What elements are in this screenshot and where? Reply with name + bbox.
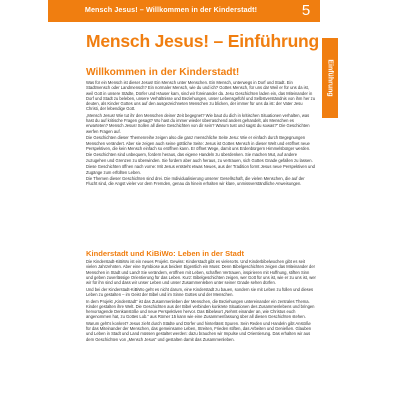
paragraph: In dem Projekt „Kinderstadt“ ist das Zusammenleben der Menschen, die Beziehungen untereinander ein zentrales Thema. Kinder gestalten ihre Welt. Die Geschichten aus der Bibel verbinden konkrete Situationen des Zusammenlebens und bringen hervorragende Denkanstöße und neue Perspektiven hervor. Das Bibelwort „Nehmt einander an, wie Christus euch angenommen hat, zu Gottes Lob.“ aus Römer 15 kann wie eine Zusammenfassung über all diesen Geschichten stehen. bbox=[86, 298, 315, 320]
paragraph: Die Geschichten sind unbequem, fordern heraus, das eigene Handeln zu überdenken. Sie machen Mut, auf andere zuzugehen und Grenzen zu überwinden. Sie fordern aber auch heraus, zu vertrauen, sich Gottes Gnade gefallen zu lassen. bbox=[86, 152, 313, 163]
paragraph: Diese Geschichten öffnen nach vorne: Mit Jesus entsteht etwas Neues, aus der Tradition formt Jesus neue Perspektiven und Zugänge zum erfüllten Leben. bbox=[86, 164, 315, 175]
section-title: Willkommen in der Kinderstadt! bbox=[86, 67, 240, 78]
page-number: 5 bbox=[301, 2, 311, 19]
subsection-body bbox=[86, 259, 316, 343]
paragraph: „Mensch Jesus! Wie tut ihr den Menschen deiner Zeit begegnet? Wie baut du dich in kritischen Situationen verhalten, was hast du auf kritische Fragen gesagt? Wo hast du immer wieder überraschend anders gehandelt, als Menschen es erwarteten? Mensch Jesus! Sollen all diese Geschichten von dir sein? Warum tust und sagst du sowas?“ Die Geschichten werfen Fragen auf. bbox=[86, 112, 310, 134]
paragraph: Die Geschichten dieser Themenreihe zeigen also die ganz menschliche Seite Jesu: Wie er einfach durch Begegnungen Menschen verändert. Aber sie zeigen auch seine göttliche Seite: Jesus ist Gottes Mensch in dieser Welt und eröffnet neue Perspektiven, die kein Mensch einfach so eröffnen kann. Er öffnet Wege, damit uns Erdenbürgern Himmelsbürger werden. bbox=[86, 135, 311, 151]
running-header: Mensch Jesus! – Willkommen in der Kinderstadt! bbox=[84, 5, 258, 14]
paragraph: Und bei der Kinderstadt-KiBiWo geht es nicht darum, eine Kinderstadt zu bauen, sondern sie mit Leben zu füllen und dieses Leben zu gestalten – im Geist der Bibel und im Sinne Gottes und der Menschen. bbox=[86, 286, 314, 297]
chapter-tab-label: Einführung bbox=[326, 59, 334, 97]
section-body bbox=[86, 80, 316, 188]
paragraph: Die Kinderstadt-KiBiWo ist ein neues Projekt. Gewiss: Kinderstadt gibt es vielerorts. Und Kinderbibelwochen gibt es seit vielen Jahrzehnten. Aber eine Symbiose aus beiden! Eigentlich ein Muss: Denn Bibelgeschichten zeigen das Miteinander der Menschen in Stadt und Land! Sie verändern, eröffnen mit Leben, schaffen Vertrauen, inspirieren mit Hoffnung, stiften Sinn und geben zuverlässige Orientierung für das Leben. Kurz: Bibelgeschichten zeigen, wer Gott für uns ist, wie er zu uns ist, wer wir für ihn sind und dass wir unser Leben und unser Zusammenleben unter seiner Gnade sehen dürfen. bbox=[86, 259, 316, 285]
paragraph: Was für ein Mensch ist dieser Jesus! Ein Mensch unter Menschen. Ein Mensch, unterwegs in Dorf und Stadt. Ein Stadtmensch oder Landmensch? Ein normaler Mensch, wie du und ich? Gottes Mensch, für uns da! Weil er für uns da ist, weil Gott in unsere Städte, Dörfer und Häuser kam, sind wir füreinander da. Jesu Geschichten laden ein, das Miteinander in Dorf und Stadt zu beleben, unsere Verhältnisse und Beziehungen, unser Lebensgefühl und Selbstverständnis von ihm her zu deuten, als Kinder Gottes uns auf den ausgezeichneten Menschen zu blicken, der immer für uns da ist: der Vater Jesu Christi, der lebendige Gott. bbox=[86, 80, 316, 112]
subsection-title: Kinderstadt und KiBiWo: Leben in der Stadt bbox=[86, 249, 245, 258]
paragraph: Die Themen dieser Geschichten sind drei. Die Individualisierung unserer Gesellschaft, die vielen Menschen, die auf der Flucht sind, die Angst vieler vor dem Fremden, genau da hinein erhalten wir klare, unmissverständliche Anweisungen. bbox=[86, 176, 305, 187]
page-title: Mensch Jesus! – Einführung bbox=[86, 31, 320, 51]
paragraph: Warum geht's konkret? Jesus zieht durch Städte und Dörfer und hinterlässt Spuren. Sein Reden und Handeln gibt Anstöße für das Miteinander der Menschen, das gemeinsame Leben, Streiten, Frieden stiften, das Arbeiten und Genießen. Glauben und Leben in Stadt und Land müssen gestaltet werden: dazu brauchen wir Impulse und Orientierung. Das erhalten wir aus dem Geschichten von „Mensch Jesus“ und gestalten damit das Zusammenleben. bbox=[86, 320, 312, 342]
